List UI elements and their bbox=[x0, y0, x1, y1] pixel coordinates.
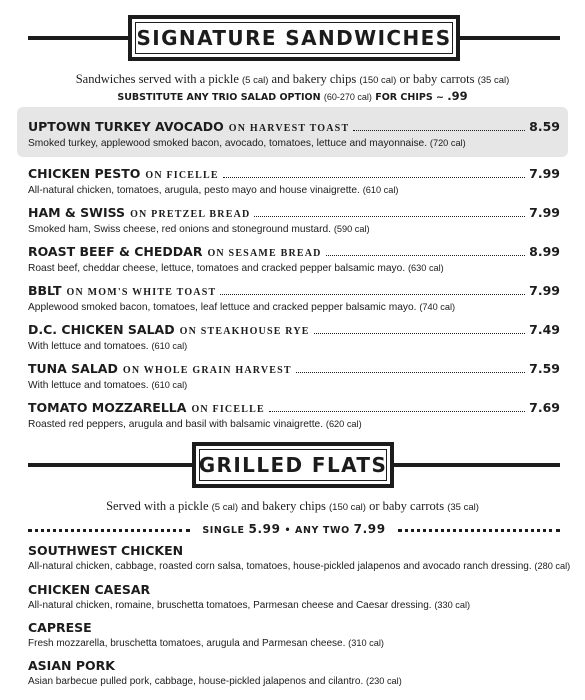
leader-dots bbox=[326, 254, 526, 256]
section-title: GRILLED FLATS bbox=[198, 453, 388, 477]
flats-pricing bbox=[28, 522, 560, 536]
header-rule-left bbox=[28, 463, 196, 467]
item-bread: ON FICELLE bbox=[191, 404, 265, 415]
item-name: TUNA SALAD bbox=[28, 361, 118, 376]
grilled-flats-header bbox=[192, 442, 394, 488]
substitute-note: SUBSTITUTE ANY TRIO SALAD OPTION (60-270 cal) FOR CHIPS ~ .99 bbox=[117, 89, 468, 103]
leader-dots bbox=[220, 293, 525, 295]
item-bread: ON SESAME BREAD bbox=[207, 248, 322, 259]
flat-item bbox=[28, 582, 573, 611]
item-price: 7.69 bbox=[529, 400, 560, 415]
item-price: 7.99 bbox=[529, 166, 560, 181]
menu-item bbox=[28, 166, 560, 196]
item-description: All-natural chicken, romaine, bruschetta tomatoes, Parmesan cheese and Caesar dressing. (330 cal) bbox=[28, 600, 471, 611]
item-description: All-natural chicken, tomatoes, arugula, pesto mayo and house vinaigrette. (610 cal) bbox=[28, 185, 399, 196]
item-bread: ON HARVEST TOAST bbox=[228, 123, 350, 134]
item-description: Asian barbecue pulled pork, cabbage, house-pickled jalapenos and cilantro. (230 cal) bbox=[28, 676, 402, 687]
item-price: 7.59 bbox=[529, 361, 560, 376]
leader-dots bbox=[296, 371, 525, 373]
header-rule-right bbox=[390, 463, 560, 467]
header-inner-frame bbox=[199, 449, 387, 481]
menu-item bbox=[28, 244, 560, 274]
item-description: All-natural chicken, cabbage, roasted corn salsa, tomatoes, house-pickled jalapenos and avocado ranch dressing. (280 cal) bbox=[28, 561, 571, 572]
item-name: TOMATO MOZZARELLA bbox=[28, 400, 187, 415]
section-title: SIGNATURE SANDWICHES bbox=[136, 26, 452, 50]
item-name: ROAST BEEF & CHEDDAR bbox=[28, 244, 203, 259]
flat-item bbox=[28, 658, 573, 687]
item-name: SOUTHWEST CHICKEN bbox=[28, 543, 184, 558]
item-description: Smoked ham, Swiss cheese, red onions and stoneground mustard. (590 cal) bbox=[28, 224, 370, 235]
item-price: 7.49 bbox=[529, 322, 560, 337]
item-description: Applewood smoked bacon, tomatoes, leaf lettuce and cracked pepper balsamic mayo. (740 cal) bbox=[28, 302, 456, 313]
item-price: 7.99 bbox=[529, 283, 560, 298]
item-price: 8.99 bbox=[529, 244, 560, 259]
item-name: ASIAN PORK bbox=[28, 658, 115, 673]
item-bread: ON FICELLE bbox=[145, 170, 219, 181]
dotted-rule-right bbox=[398, 528, 560, 532]
menu-item bbox=[28, 322, 560, 352]
leader-dots bbox=[314, 332, 525, 334]
header-inner-frame bbox=[135, 22, 453, 54]
item-name: BBLT bbox=[28, 283, 62, 298]
flat-item bbox=[28, 543, 573, 572]
leader-dots bbox=[269, 410, 525, 412]
item-name: D.C. CHICKEN SALAD bbox=[28, 322, 175, 337]
header-rule-right bbox=[456, 36, 560, 40]
menu-item bbox=[28, 119, 560, 149]
item-name: HAM & SWISS bbox=[28, 205, 126, 220]
item-description: Roast beef, cheddar cheese, lettuce, tomatoes and cracked pepper balsamic mayo. (630 cal) bbox=[28, 263, 444, 274]
item-name: UPTOWN TURKEY AVOCADO bbox=[28, 119, 224, 134]
item-bread: ON MOM'S WHITE TOAST bbox=[66, 287, 217, 298]
signature-sandwiches-header bbox=[128, 15, 460, 61]
item-description: Smoked turkey, applewood smoked bacon, avocado, tomatoes, lettuce and mayonnaise. (720 cal) bbox=[28, 138, 466, 149]
flats-pricing-text: SINGLE 5.99 • ANY TWO 7.99 bbox=[202, 522, 386, 536]
item-price: 8.59 bbox=[529, 119, 560, 134]
menu-item bbox=[28, 361, 560, 391]
item-description: Fresh mozzarella, bruschetta tomatoes, arugula and Parmesan cheese. (310 cal) bbox=[28, 638, 384, 649]
leader-dots bbox=[353, 129, 525, 131]
item-description: Roasted red peppers, arugula and basil with balsamic vinaigrette. (620 cal) bbox=[28, 419, 362, 430]
item-description: With lettuce and tomatoes. (610 cal) bbox=[28, 341, 188, 352]
leader-dots bbox=[254, 215, 525, 217]
item-description: With lettuce and tomatoes. (610 cal) bbox=[28, 380, 188, 391]
menu-item bbox=[28, 205, 560, 235]
sandwich-intro: Sandwiches served with a pickle (5 cal) and bakery chips (150 cal) or baby carrots (35 cal) bbox=[75, 72, 510, 86]
item-name: CHICKEN PESTO bbox=[28, 166, 141, 181]
header-rule-left bbox=[28, 36, 132, 40]
leader-dots bbox=[223, 176, 525, 178]
menu-item bbox=[28, 400, 560, 430]
flat-item bbox=[28, 620, 573, 649]
item-bread: ON PRETZEL BREAD bbox=[130, 209, 251, 220]
menu-item bbox=[28, 283, 560, 313]
item-bread: ON STEAKHOUSE RYE bbox=[179, 326, 310, 337]
item-price: 7.99 bbox=[529, 205, 560, 220]
dotted-rule-left bbox=[28, 528, 190, 532]
item-name: CHICKEN CAESAR bbox=[28, 582, 151, 597]
item-name: CAPRESE bbox=[28, 620, 92, 635]
flats-intro: Served with a pickle (5 cal) and bakery chips (150 cal) or baby carrots (35 cal) bbox=[106, 499, 479, 513]
item-bread: ON WHOLE GRAIN HARVEST bbox=[122, 365, 292, 376]
